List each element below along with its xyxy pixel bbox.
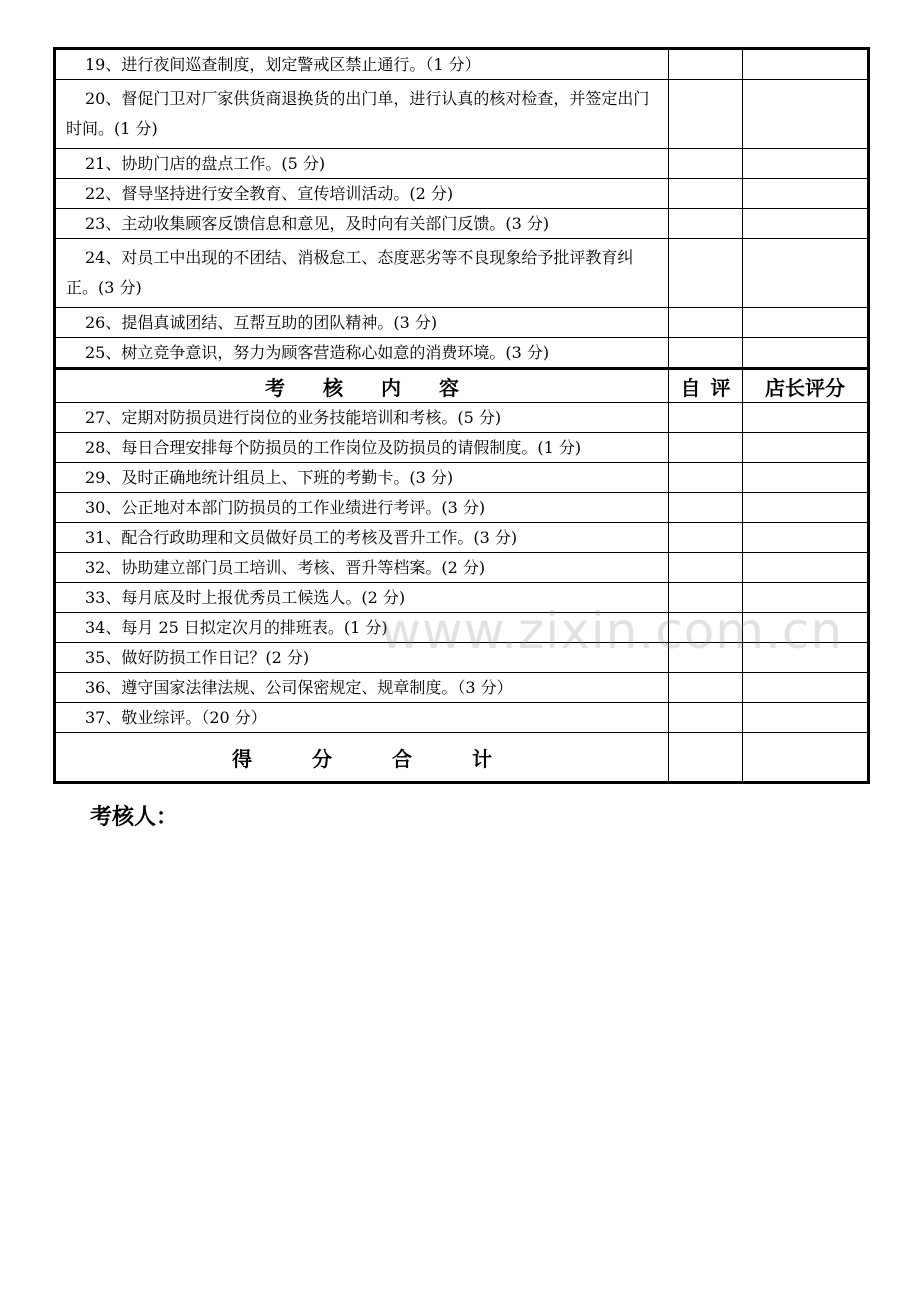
total-section bbox=[55, 733, 869, 783]
item-text: 19、进行夜间巡查制度，划定警戒区禁止通行。（1 分） bbox=[85, 54, 481, 74]
table-row bbox=[55, 703, 869, 733]
item-cell bbox=[55, 239, 669, 308]
watermark: www.zixin.com.cn bbox=[380, 602, 844, 660]
item-cell bbox=[55, 673, 669, 703]
manager-score-cell[interactable] bbox=[743, 493, 869, 523]
self-eval-cell[interactable] bbox=[669, 80, 743, 149]
table-row bbox=[55, 643, 869, 673]
manager-score-cell[interactable] bbox=[743, 209, 869, 239]
self-eval-cell[interactable] bbox=[669, 149, 743, 179]
manager-score-cell[interactable] bbox=[743, 239, 869, 308]
item-text: 26、提倡真诚团结、互帮互助的团队精神。(3 分) bbox=[85, 312, 438, 332]
item-text: 28、每日合理安排每个防损员的工作岗位及防损员的请假制度。(1 分) bbox=[85, 437, 582, 457]
item-text: 23、主动收集顾客反馈信息和意见，及时向有关部门反馈。(3 分) bbox=[85, 213, 550, 233]
table-row bbox=[55, 433, 869, 463]
manager-score-cell[interactable] bbox=[743, 583, 869, 613]
item-cell bbox=[55, 493, 669, 523]
manager-score-cell[interactable] bbox=[743, 49, 869, 80]
self-eval-cell[interactable] bbox=[669, 403, 743, 433]
self-eval-cell[interactable] bbox=[669, 209, 743, 239]
manager-score-cell[interactable] bbox=[743, 613, 869, 643]
manager-score-cell[interactable] bbox=[743, 179, 869, 209]
self-eval-cell[interactable] bbox=[669, 49, 743, 80]
reviewer-label: 考核人： bbox=[90, 804, 179, 830]
header-manager-score: 店长评分 bbox=[743, 369, 869, 403]
item-cell bbox=[55, 49, 669, 80]
table-row bbox=[55, 179, 869, 209]
table-row bbox=[55, 463, 869, 493]
item-text: 30、公正地对本部门防损员的工作业绩进行考评。(3 分) bbox=[85, 497, 486, 517]
self-eval-cell[interactable] bbox=[669, 239, 743, 308]
items-part1 bbox=[55, 49, 869, 369]
manager-score-cell[interactable] bbox=[743, 643, 869, 673]
item-cell bbox=[55, 523, 669, 553]
self-eval-cell[interactable] bbox=[669, 523, 743, 553]
item-cell bbox=[55, 703, 669, 733]
item-text: 29、及时正确地统计组员上、下班的考勤卡。(3 分) bbox=[85, 467, 454, 487]
item-text: 21、协助门店的盘点工作。(5 分) bbox=[85, 153, 326, 173]
manager-score-cell[interactable] bbox=[743, 308, 869, 338]
manager-score-cell[interactable] bbox=[743, 553, 869, 583]
table-row bbox=[55, 308, 869, 338]
item-text: 34、每月 25 日拟定次月的排班表。(1 分) bbox=[85, 617, 388, 637]
item-cell bbox=[55, 613, 669, 643]
table-row bbox=[55, 209, 869, 239]
item-cell bbox=[55, 149, 669, 179]
manager-score-cell[interactable] bbox=[743, 338, 869, 369]
items-part2 bbox=[55, 403, 869, 733]
manager-score-cell[interactable] bbox=[743, 463, 869, 493]
total-manager-score-cell[interactable] bbox=[743, 733, 869, 783]
self-eval-cell[interactable] bbox=[669, 493, 743, 523]
manager-score-cell[interactable] bbox=[743, 673, 869, 703]
table-row bbox=[55, 338, 869, 369]
item-cell bbox=[55, 80, 669, 149]
header-self-eval: 自评 bbox=[669, 369, 743, 403]
table-row bbox=[55, 403, 869, 433]
item-text: 24、对员工中出现的不团结、消极怠工、态度恶劣等不良现象给予批评教育纠正。(3 分) bbox=[66, 248, 634, 297]
self-eval-cell[interactable] bbox=[669, 613, 743, 643]
total-self-eval-cell[interactable] bbox=[669, 733, 743, 783]
self-eval-cell[interactable] bbox=[669, 553, 743, 583]
item-cell bbox=[55, 338, 669, 369]
item-cell bbox=[55, 433, 669, 463]
self-eval-cell[interactable] bbox=[669, 308, 743, 338]
manager-score-cell[interactable] bbox=[743, 433, 869, 463]
item-text: 37、敬业综评。（20 分） bbox=[85, 707, 267, 727]
table-row bbox=[55, 149, 869, 179]
item-text: 25、树立竞争意识，努力为顾客营造称心如意的消费环境。(3 分) bbox=[85, 342, 550, 362]
self-eval-cell[interactable] bbox=[669, 703, 743, 733]
item-text: 31、配合行政助理和文员做好员工的考核及晋升工作。(3 分) bbox=[85, 527, 518, 547]
item-cell bbox=[55, 209, 669, 239]
total-label: 得分合计 bbox=[55, 733, 669, 783]
manager-score-cell[interactable] bbox=[743, 80, 869, 149]
item-cell bbox=[55, 463, 669, 493]
self-eval-cell[interactable] bbox=[669, 583, 743, 613]
item-text: 20、督促门卫对厂家供货商退换货的出门单，进行认真的核对检查，并签定出门时间。(1 分) bbox=[66, 89, 650, 138]
manager-score-cell[interactable] bbox=[743, 149, 869, 179]
item-cell bbox=[55, 308, 669, 338]
item-cell bbox=[55, 553, 669, 583]
item-text: 27、定期对防损员进行岗位的业务技能培训和考核。(5 分) bbox=[85, 407, 502, 427]
table-header bbox=[55, 369, 869, 403]
self-eval-cell[interactable] bbox=[669, 463, 743, 493]
table-row bbox=[55, 553, 869, 583]
self-eval-cell[interactable] bbox=[669, 643, 743, 673]
item-cell bbox=[55, 403, 669, 433]
self-eval-cell[interactable] bbox=[669, 433, 743, 463]
evaluation-sheet bbox=[53, 47, 867, 784]
table-row bbox=[55, 613, 869, 643]
table-row bbox=[55, 673, 869, 703]
header-content: 考核内容 bbox=[55, 369, 669, 403]
item-cell bbox=[55, 643, 669, 673]
item-text: 33、每月底及时上报优秀员工候选人。(2 分) bbox=[85, 587, 406, 607]
table-row bbox=[55, 80, 869, 149]
item-text: 22、督导坚持进行安全教育、宣传培训活动。(2 分) bbox=[85, 183, 454, 203]
table-row bbox=[55, 523, 869, 553]
item-text: 36、遵守国家法律法规、公司保密规定、规章制度。（3 分） bbox=[85, 677, 513, 697]
self-eval-cell[interactable] bbox=[669, 179, 743, 209]
table-row bbox=[55, 49, 869, 80]
manager-score-cell[interactable] bbox=[743, 703, 869, 733]
manager-score-cell[interactable] bbox=[743, 523, 869, 553]
self-eval-cell[interactable] bbox=[669, 338, 743, 369]
table-row bbox=[55, 583, 869, 613]
table-row bbox=[55, 493, 869, 523]
item-text: 35、做好防损工作日记？(2 分) bbox=[85, 647, 310, 667]
evaluation-table bbox=[53, 47, 870, 784]
self-eval-cell[interactable] bbox=[669, 673, 743, 703]
item-text: 32、协助建立部门员工培训、考核、晋升等档案。(2 分) bbox=[85, 557, 486, 577]
item-cell bbox=[55, 583, 669, 613]
item-cell bbox=[55, 179, 669, 209]
manager-score-cell[interactable] bbox=[743, 403, 869, 433]
table-row bbox=[55, 239, 869, 308]
